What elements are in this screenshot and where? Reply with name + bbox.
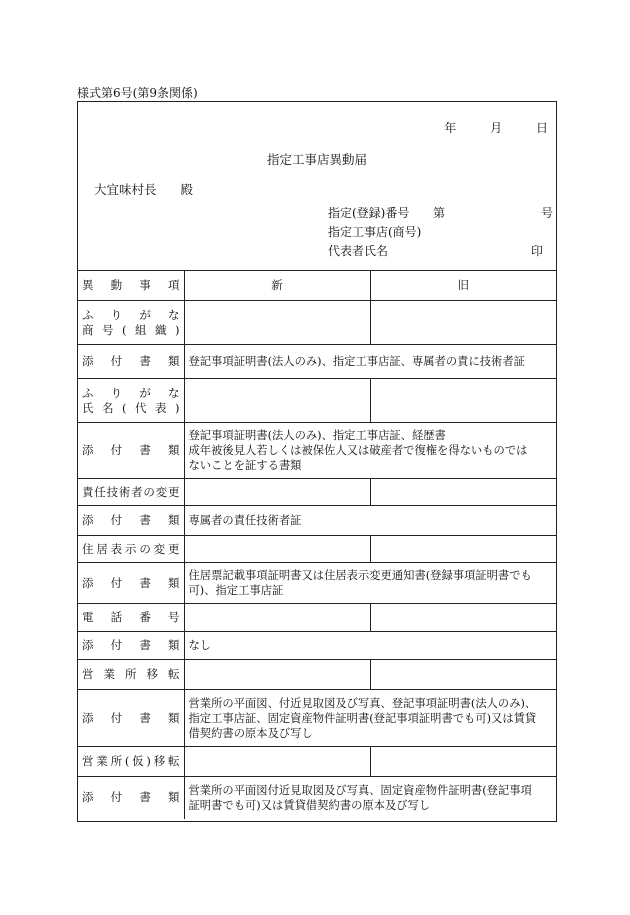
- item-label: 電 話 番 号: [82, 610, 180, 624]
- old-value-cell[interactable]: [370, 479, 556, 506]
- item-label-cell: [78, 506, 184, 536]
- shop-name-line: [328, 223, 553, 242]
- item-label-cell: [78, 747, 184, 777]
- table-row: [78, 379, 556, 423]
- item-label-cell: [78, 479, 184, 506]
- item-label: ふ り が な: [82, 385, 180, 400]
- table-row: [78, 690, 556, 747]
- representative-line: [328, 242, 553, 261]
- form-header: [78, 102, 556, 270]
- item-label-cell: [78, 301, 184, 345]
- table-header-row: [78, 271, 556, 301]
- attachment-docs-text: ないことを証する書類: [188, 459, 302, 472]
- attachment-docs-text: 住居票記載事項証明書又は住居表示変更通知書(登録事項証明書でも: [188, 569, 532, 582]
- item-label-cell: [78, 777, 184, 819]
- date-month: 月: [490, 121, 503, 135]
- attachment-docs-cell: [184, 423, 556, 479]
- item-label: 添 付 書 類: [82, 710, 180, 725]
- addressee: [94, 180, 193, 198]
- new-value-cell[interactable]: [184, 301, 370, 345]
- table-row: [78, 301, 556, 345]
- table-row: [78, 506, 556, 536]
- addressee-honorific: 殿: [180, 182, 194, 197]
- item-label: ふ り が な: [82, 307, 180, 322]
- new-value-cell[interactable]: [184, 660, 370, 690]
- attachment-docs-text: 営業所の平面図付近見取図及び写真、固定資産物件証明書(登記事項: [188, 783, 532, 797]
- table-row: [78, 660, 556, 690]
- attachment-docs-text: 登記事項証明書(法人のみ)、指定工事店証、専属者の責に技術者証: [188, 355, 525, 368]
- shop-name-label: 指定工事店(商号): [328, 225, 422, 239]
- attachment-docs-cell: [184, 345, 556, 379]
- attachment-docs-text: 指定工事店証、固定資産物件証明書(登記事項証明書でも可)又は賃貸: [188, 711, 537, 725]
- attachment-docs-text: 成年被後見人若しくは被保佐人又は破産者で復権を得ないものでは: [188, 444, 528, 457]
- attachment-docs-text: 証明書でも可)又は賃貸借契約書の原本及び写し: [188, 798, 431, 812]
- attachment-docs-cell: [184, 563, 556, 604]
- table-row: [78, 563, 556, 604]
- seal-mark: 印: [530, 244, 543, 258]
- header-item-cell: [78, 271, 184, 301]
- attachment-docs-text: 営業所の平面図、付近見取図及び写真、登記事項証明書(法人のみ)、: [188, 696, 537, 710]
- registration-number-suffix: 号: [540, 206, 553, 220]
- applicant-block: [328, 204, 553, 261]
- header-old-cell: 旧: [370, 271, 556, 301]
- attachment-docs-cell: [184, 777, 556, 819]
- new-value-cell[interactable]: [184, 536, 370, 563]
- item-label: 添 付 書 類: [82, 443, 180, 457]
- registration-number-line: [328, 204, 553, 223]
- registration-number-label: 指定(登録)番号: [328, 206, 410, 220]
- new-value-cell[interactable]: [184, 604, 370, 632]
- new-value-cell[interactable]: [184, 479, 370, 506]
- item-label: 添 付 書 類: [82, 575, 180, 590]
- attachment-docs-text: なし: [188, 639, 212, 652]
- item-label: 添 付 書 類: [82, 354, 180, 368]
- old-value-cell[interactable]: [370, 536, 556, 563]
- item-label: 営 業 所 移 転: [82, 667, 180, 681]
- item-label-cell: [78, 632, 184, 660]
- table-row: [78, 747, 556, 777]
- old-value-cell[interactable]: [370, 660, 556, 690]
- item-label: 添 付 書 類: [82, 790, 180, 805]
- addressee-name: 大宜味村長: [94, 182, 157, 197]
- table-row: [78, 604, 556, 632]
- new-value-cell[interactable]: [184, 379, 370, 423]
- item-label: 商 号 ( 組 織 ): [82, 322, 180, 337]
- change-items-table: [78, 270, 556, 819]
- attachment-docs-cell: [184, 506, 556, 536]
- item-label: 営 業 所 ( 仮 ) 移 転: [82, 754, 180, 768]
- item-label-cell: [78, 423, 184, 479]
- attachment-docs-cell: [184, 632, 556, 660]
- table-row: [78, 777, 556, 819]
- old-value-cell[interactable]: [370, 747, 556, 777]
- item-label-cell: [78, 345, 184, 379]
- old-value-cell[interactable]: [370, 604, 556, 632]
- old-value-cell[interactable]: [370, 301, 556, 345]
- item-label-cell: [78, 604, 184, 632]
- table-row: [78, 479, 556, 506]
- item-label: 住 居 表 示 の 変 更: [82, 541, 180, 556]
- table-row: [78, 632, 556, 660]
- old-value-cell[interactable]: [370, 379, 556, 423]
- item-label: 責 任 技 術 者 の 変 更: [82, 484, 180, 499]
- form-number: 様式第6号(第9条関係): [77, 86, 198, 100]
- item-label: 添 付 書 類: [82, 638, 180, 652]
- date-day: 日: [535, 121, 548, 135]
- table-row: [78, 423, 556, 479]
- registration-number-prefix: 第: [433, 206, 446, 220]
- date-year: 年: [444, 121, 457, 135]
- table-row: [78, 536, 556, 563]
- attachment-docs-text: 専属者の責任技術者証: [188, 514, 302, 527]
- attachment-docs-text: 可)、指定工事店証: [188, 584, 284, 597]
- item-label-cell: [78, 690, 184, 747]
- new-value-cell[interactable]: [184, 747, 370, 777]
- date-line: [414, 119, 548, 136]
- form-frame: [77, 101, 557, 822]
- item-label-cell: [78, 379, 184, 423]
- item-label: 氏 名 ( 代 表 ): [82, 400, 180, 415]
- item-label-cell: [78, 660, 184, 690]
- header-new-cell: 新: [184, 271, 370, 301]
- attachment-docs-text: 登記事項証明書(法人のみ)、指定工事店証、経歴書: [188, 429, 446, 442]
- representative-label: 代表者氏名: [328, 244, 389, 258]
- table-row: [78, 345, 556, 379]
- item-label-cell: [78, 563, 184, 604]
- attachment-docs-cell: [184, 690, 556, 747]
- attachment-docs-text: 借契約書の原本及び写し: [188, 726, 313, 740]
- header-item-label: 異 動 事 項: [82, 278, 180, 292]
- item-label-cell: [78, 536, 184, 563]
- item-label: 添 付 書 類: [82, 513, 180, 527]
- form-title: 指定工事店異動届: [266, 152, 367, 167]
